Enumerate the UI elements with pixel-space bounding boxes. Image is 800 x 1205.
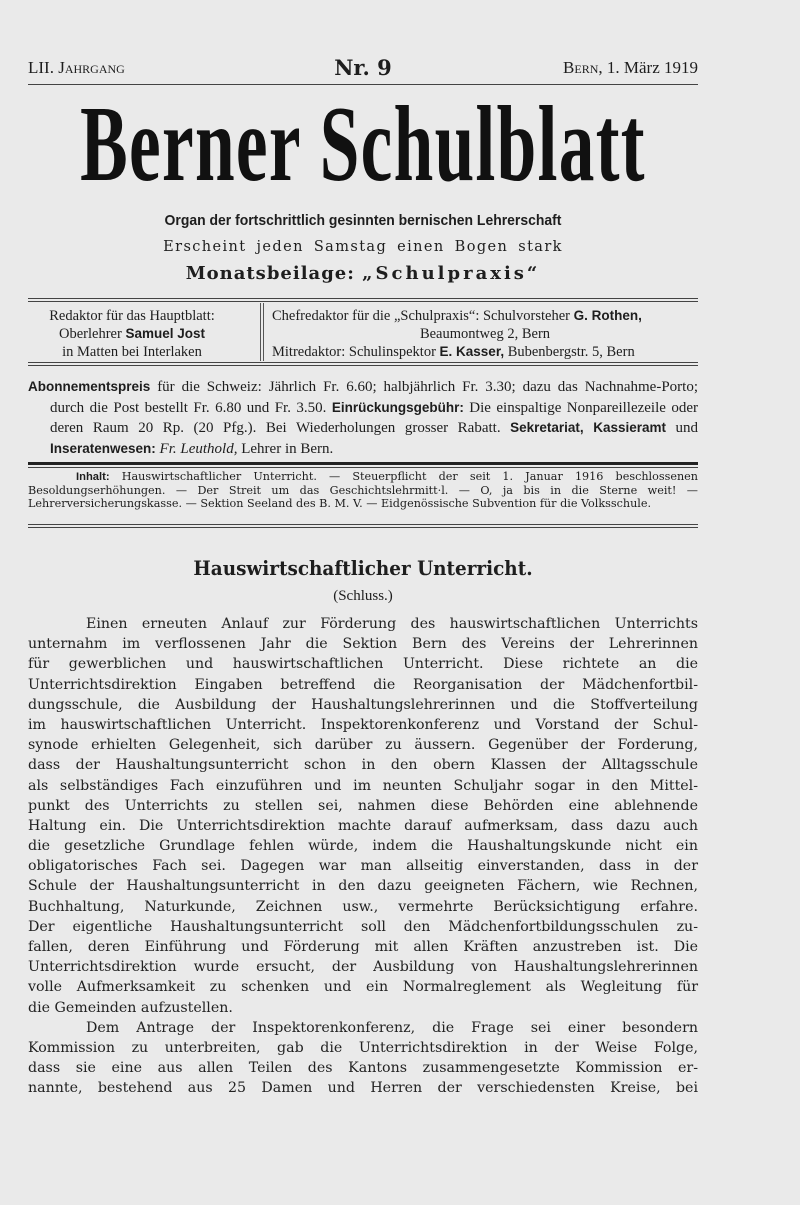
article-line: Unterrichtsdirektion wurde ersucht, der Ausbildung von Haushaltungslehrerinnen [28, 959, 698, 976]
chief-editor-line [272, 307, 698, 325]
table-of-contents [28, 470, 698, 510]
office-conj: und [675, 420, 699, 436]
main-editor-role: Oberlehrer [59, 326, 122, 342]
editors-top-rule [28, 298, 698, 299]
editors-bottom-rule [28, 362, 698, 363]
column-divider [260, 303, 261, 361]
main-editor-title: Redaktor für das Hauptblatt: [49, 308, 215, 324]
supplement-editors [272, 307, 698, 361]
contents-text: Hauswirtschaftlicher Unterricht. — Steuerpflicht der seit 1. Januar 1916 beschlossenen Besoldungserhöhungen. — Der Streit um das Geschichtslehrmitt·l. — O, ja bis in die Sterne weit! — Lehrerversicherungskasse. — Sektion Seeland des B. M. V. — Eidgenössische Subvention für die Volksschule. [28, 470, 698, 510]
article-line: die Gemeinden aufzustellen. [28, 999, 233, 1016]
co-editor-line [272, 343, 698, 361]
article-line: Dem Antrage der Inspektorenkonferenz, die Frage sei einer besondern [86, 1019, 698, 1036]
article-line: dungsschule, die Ausbildung der Haushaltungslehrerinnen und die Stoffverteilung [28, 696, 698, 713]
subscription-info [28, 377, 698, 459]
article-line: obligatorisches Fach sei. Dagegen war man allseitig einverstanden, dass in der [28, 858, 698, 875]
article-title: Hauswirtschaftlicher Unterricht. [193, 556, 533, 580]
advert-fee-text: Die einspaltige Nonpareillezeile oder deren Raum 20 Rp. (20 Pfg.). Bei Wiederholungen grosser Rabatt. [50, 399, 699, 436]
editors-bottom-rule-2 [28, 365, 698, 366]
contact-role: Lehrer in Bern. [241, 440, 334, 457]
contents-top-rule-2 [28, 467, 698, 468]
place: Bern [563, 58, 599, 77]
advert-fee-label: Einrückungsgebühr: [331, 399, 464, 415]
main-editor [28, 307, 236, 361]
article-line: Buchhaltung, Naturkunde, Zeichnen usw., vermehrte Berücksichtigung erfahre. [28, 898, 698, 915]
issue-number: Nr. 9 [334, 55, 392, 80]
supplement-label: Monatsbeilage: [185, 263, 355, 284]
article-line: als selbständiges Fach einzuführen und im neunten Schuljahr sogar in den Mittel- [28, 777, 698, 794]
column-divider-2 [263, 303, 264, 361]
article-line: synode erhielten Gelegenheit, sich darüber zu äussern. Gegenüber der Forderung, [28, 737, 698, 754]
editors-box [28, 303, 698, 359]
article-line: im hauswirtschaftlichen Unterricht. Inspektorenkonferenz und Vorstand der Schul- [28, 716, 698, 733]
article-line: dass sie eine aus allen Teilen des Kantons zusammengesetzte Kommission er- [28, 1060, 698, 1077]
main-editor-address: in Matten bei Interlaken [62, 344, 202, 360]
volume-label: LII. Jahrgang [28, 58, 125, 77]
article-line: die gesetzliche Grundlage fehlen würde, indem die Haushaltungskunde nicht ein [28, 838, 698, 855]
chief-editor-role: Chefredaktor für die „Schulpraxis“: Schulvorsteher [272, 308, 570, 324]
article-subtitle: (Schluss.) [333, 588, 393, 604]
masthead-info [28, 55, 698, 82]
contents-bottom-rule [28, 524, 698, 525]
article-line: fallen, deren Einführung und Förderung mit allen Kräften anzustreben ist. Die [28, 939, 698, 955]
main-editor-name-line [28, 325, 236, 343]
article-line: für gewerblichen und hauswirtschaftlichen Unterricht. Diese richtete an die [28, 656, 698, 673]
subscription-label: Abonnementspreis [28, 379, 151, 394]
supplement-name: „Schulpraxis“ [362, 263, 541, 284]
article-line: volle Aufmerksamkeit zu schenken und ein Normalreglement als Wegleitung für [28, 979, 698, 996]
article-line: Haltung ein. Die Unterrichtsdirektion machte darauf aufmerksam, dass dazu auch [28, 817, 698, 834]
contents-bottom-rule-2 [28, 527, 698, 528]
article-line: nannte, bestehend aus 25 Damen und Herren der verschiedensten Kreise, bei [28, 1080, 698, 1097]
main-editor-name: Samuel Jost [125, 326, 205, 341]
masthead-title-block [28, 85, 698, 204]
co-editor-name: E. Kasser, [439, 344, 505, 359]
supplement-line [28, 263, 698, 284]
article-body [28, 614, 698, 1099]
date: 1. März 1919 [606, 58, 698, 77]
frequency-line: Erscheint jeden Samstag einen Bogen stark [163, 239, 563, 255]
place-date: Bern, 1. März 1919 [563, 58, 698, 77]
newspaper-title: Berner Schulblatt [80, 85, 646, 204]
article-line: unternahm im verflossenen Jahr die Sektion Bern des Vereins der Lehrerinnen [28, 636, 698, 653]
chief-editor-name: G. Rothen, [573, 308, 642, 323]
organ-line: Organ der fortschrittlich gesinnten bernischen Lehrerschaft [164, 212, 562, 229]
article-line: Schule der Haushaltungsunterricht in den dazu geeigneten Fächern, wie Rechnen, [28, 878, 698, 895]
article-line: Einen erneuten Anlauf zur Förderung des hauswirtschaftlichen Unterrichts [86, 616, 698, 632]
contact-name: Fr. Leuthold, [159, 440, 238, 457]
chief-editor-address: Beaumontweg 2, Bern [419, 326, 551, 342]
editors-top-rule-2 [28, 301, 698, 302]
subscription-prices: für die Schweiz: Jährlich Fr. 6.60; halbjährlich Fr. 3.30; dazu das Nachnahme-Porto; durch die Post bestellt Fr. 6.80 und Fr. 3.50. [50, 379, 698, 416]
article-line: Unterrichtsdirektion Eingaben betreffend die Reorganisation der Mädchenfortbil- [28, 676, 698, 693]
subscription-paragraph [28, 377, 698, 459]
article-line: dass der Haushaltungsunterricht schon in den obern Klassen der Alltagsschule [28, 757, 698, 774]
article-line: Kommission zu unterbreiten, gab die Unterrichtsdirektion in der Weise Folge, [28, 1039, 698, 1056]
contents-label: Inhalt: [76, 471, 110, 483]
article-line: Der eigentliche Haushaltungsunterricht soll den Mädchenfortbildungsschulen zu- [28, 918, 698, 935]
co-editor-role: Mitredaktor: Schulinspektor [272, 344, 436, 360]
co-editor-address: Bubenbergstr. 5, Bern [507, 344, 635, 360]
office-label: Sekretariat, Kassieramt [510, 420, 666, 435]
article-line: punkt des Unterrichts zu stellen sei, nahmen diese Behörden eine ablehnende [28, 797, 698, 814]
contents-top-rule [28, 462, 698, 465]
ads-label: Inseratenwesen: [50, 440, 156, 456]
